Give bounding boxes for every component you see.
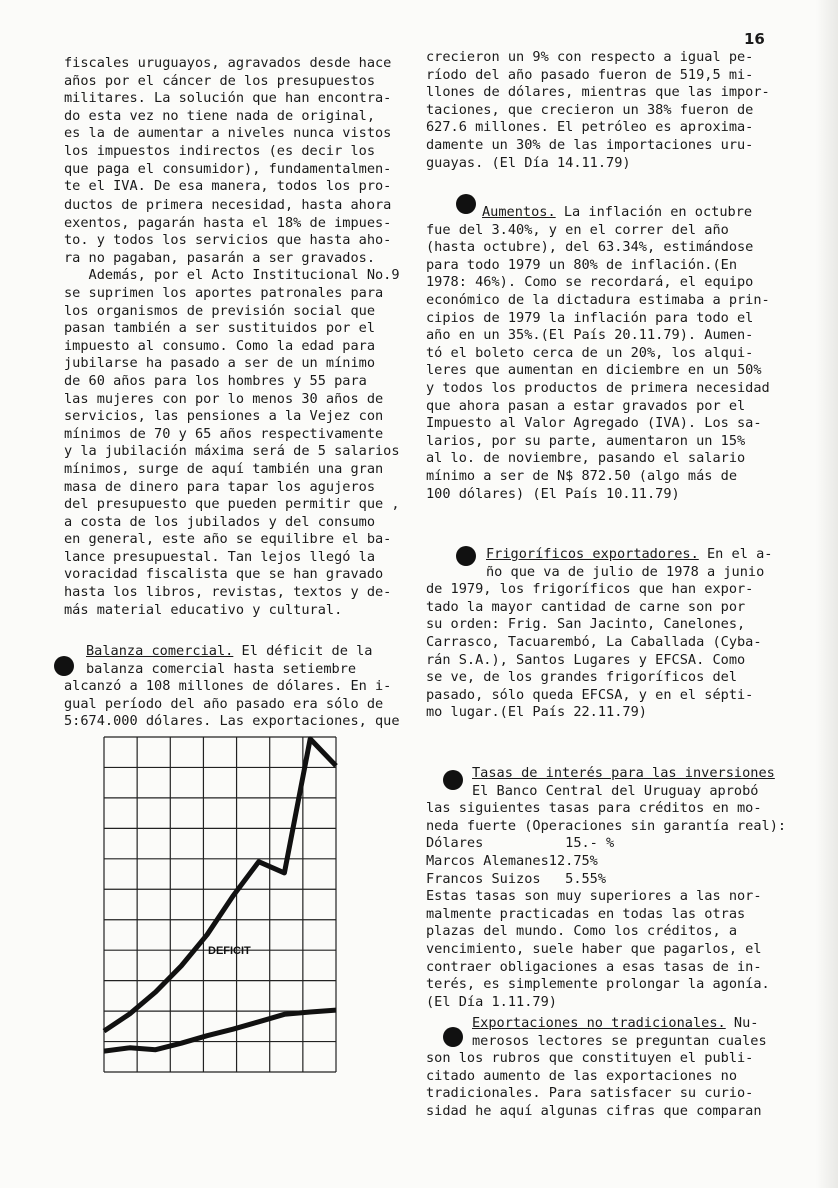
series-line-2 (104, 1010, 336, 1051)
exportaciones-section (426, 1015, 767, 1121)
tasas-heading: Tasas de interés para las inversiones (472, 765, 775, 781)
page-edge-shadow (816, 0, 838, 1188)
series-line-1 (104, 739, 336, 1031)
balanza-body: balanza comercial hasta setiembre alcanzó a 108 millones de dólares. En i- gual período del año pasado era sólo de 5:674.000 dólares. Las exportaciones, que (64, 660, 400, 730)
aumentos-heading: Aumentos. (482, 204, 556, 220)
frigorificos-first-line: En el a- (698, 546, 773, 562)
left-text-block-2: ductos de primera necesidad, hasta ahora exentos, pagarán hasta el 18% de impues- to. y todos los servicios que hasta aho- ra no pagaban, pasarán a ser gravados. Además, por el Acto Institucional No.9 se suprimen los aportes patronales para los organismos de previsión social que pasan también a ser sustituidos por el impuesto al consumo. Como la edad para jubilarse ha pasado a ser de un mínimo de 60 años para los hombres y 55 para las mujeres con por lo menos 30 años de servicios, las pensiones a la Vejez con mínimos de 70 y 65 años respectivamente y la jubilación máxima será de 5 salarios mínimos, surge de aquí también una gran masa de dinero para tapar los agujeros del presupuesto que pueden permitir que , a costa de los jubilados y del consumo en general, este año se equilibre el ba- lance presupuestal. Tan lejos llegó la voracidad fiscalista que se han gravado hasta los libros, revistas, textos y de- más material educativo y cultural. (64, 197, 400, 618)
aumentos-first-line: La inflación en octubre (555, 204, 753, 220)
balanza-first-line: El déficit de la (233, 643, 373, 659)
frigorificos-section (426, 546, 772, 722)
chart-lines (104, 739, 336, 1051)
frigorificos-body: ño que va de julio de 1978 a junio de 1979, los frigoríficos que han expor- tado la mayor cantidad de carne son por su orden: Frig. San Jacinto, Canelones, Carrasco, Tacuarembó, La Caballada (Cyba- rán S.A.), Santos Lugares y EFCSA. Como se ve, de los grandes frigoríficos del pasado, sólo queda EFCSA, y en el sépti- mo lugar.(El País 22.11.79) (426, 563, 765, 721)
left-text-block-1: fiscales uruguayos, agravados desde hace años por el cáncer de los presupuestos militares. La solución que han encontra- do esta vez no tiene nada de original, es la de aumentar a niveles nunca vistos los impuestos indirectos (es decir los que paga el consumidor), fundamentalmen- te el IVA. De esa manera, todos los pro- (64, 55, 392, 195)
tasas-section (426, 765, 786, 1011)
exportaciones-body: merosos lectores se preguntan cuales son los rubros que constituyen el publi- citado aumento de las exportaciones no tradicionales. Para satisfacer su curio- sidad he aquí algunas cifras que comparan (426, 1032, 767, 1119)
frigorificos-heading: Frigoríficos exportadores. (486, 546, 699, 562)
aumentos-section (426, 204, 770, 503)
deficit-chart (90, 732, 340, 1077)
tasas-body: El Banco Central del Uruguay aprobó las siguientes tasas para créditos en mo- neda fuerte (Operaciones sin garantía real): Dólares 15.- % Marcos Alemanes12.75% Francos Suizos 5.55% Estas tasas son muy superiores a las nor- malmente practicadas en todas las otras plazas del mundo. Como los créditos, a vencimiento, suele haber que pagarlos, el contraer obligaciones a esas tasas de in- terés, es simplemente prolongar la agonía. (El Día 1.11.79) (426, 782, 787, 1010)
page-number: 16 (744, 30, 765, 48)
chart-annotation-deficit: DEFICIT (208, 945, 251, 957)
exportaciones-heading: Exportaciones no tradicionales. (472, 1015, 726, 1031)
aumentos-body: fue del 3.40%, y en el correr del año (hasta octubre), del 63.34%, estimándose para todo 1979 un 80% de inflación.(En 1978: 46%). Como se recordará, el equipo económico de la dictadura estimaba a prin- cipios de 1979 la inflación para todo el año en un 35%.(El País 20.11.79). Aumen- tó el boleto cerca de un 20%, los alqui- leres que aumentan en diciembre en un 50% y todos los productos de primera necesidad que ahora pasan a estar gravados por el Impuesto al Valor Agregado (IVA). Los sa- larios, por su parte, aumentaron un 15% al lo. de noviembre, pasando el salario mínimo a ser de N$ 872.50 (algo más de 100 dólares) (El País 10.11.79) (426, 221, 770, 502)
right-text-block-1: crecieron un 9% con respecto a igual pe- ríodo del año pasado fueron de 519,5 mi- llones de dólares, mientras que las impor- taciones, que crecieron un 38% fueron de 627.6 millones. El petróleo es aproxima- damente un 30% de las importaciones uru- guayas. (El Día 14.11.79) (426, 49, 770, 171)
exportaciones-first-line: Nu- (725, 1015, 759, 1031)
balanza-section (64, 643, 400, 731)
balanza-heading: Balanza comercial. (86, 643, 234, 659)
